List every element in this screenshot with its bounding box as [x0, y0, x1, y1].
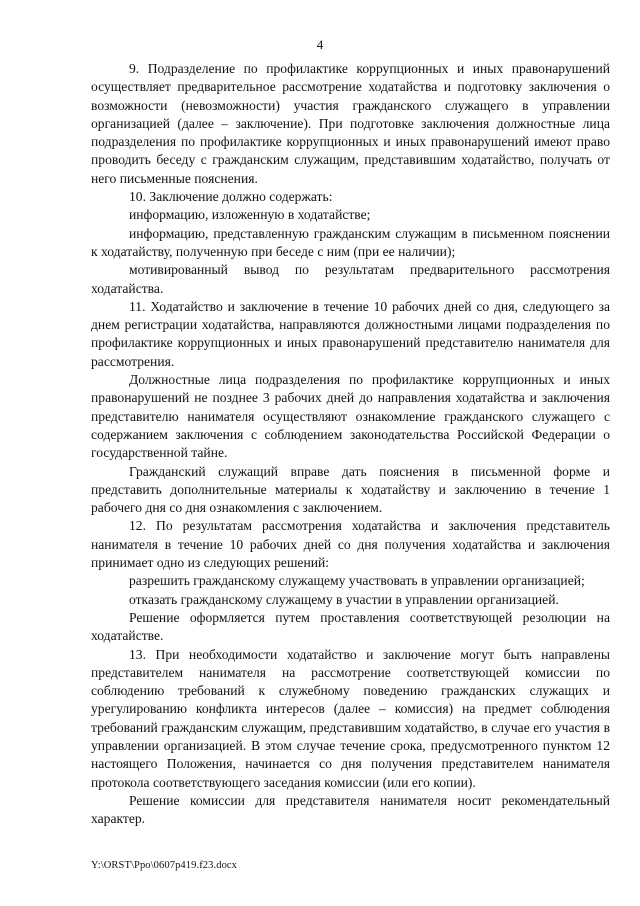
paragraph-11-part-3: Гражданский служащий вправе дать пояснения в письменной форме и представить дополнительные материалы к ходатайству и заключению в течение 1 рабочего дня со дня ознакомления с заключением. — [91, 463, 610, 516]
footer-file-path: Y:\ORST\Ppo\0607p419.f23.docx — [91, 860, 238, 871]
paragraph-10: 10. Заключение должно содержать: — [129, 189, 333, 205]
paragraph-12-part-2: Решение оформляется путем проставления соответствующей резолюции на ходатайстве. — [91, 609, 610, 644]
paragraph-12: 12. По результатам рассмотрения ходатайства и заключения представитель нанимателя в течение 10 рабочих дней со дня получения ходатайства и заключения принимает одно из следующих решений: — [91, 518, 610, 571]
document-body — [91, 60, 610, 828]
paragraph-12-item-2: отказать гражданскому служащему в участии в управлении организацией. — [129, 591, 559, 607]
paragraph-11: 11. Ходатайство и заключение в течение 10 рабочих дней со дня, следующего за днем регистрации ходатайства, направляются должностными лицами подразделения по профилактике коррупционных и иных правонарушений представителю нанимателя для рассмотрения. — [91, 298, 610, 369]
paragraph-11-part-2: Должностные лица подразделения по профилактике коррупционных и иных правонарушений не позднее 3 рабочих дней до направления ходатайства и заключения представителю нанимателя осуществляют ознакомление гражданского служащего с содержанием заключения с соблюдением законодательства Российской Федерации о государственной тайне. — [91, 372, 610, 461]
paragraph-10-item-1: информацию, изложенную в ходатайстве; — [129, 207, 371, 223]
page-number: 4 — [316, 37, 324, 52]
paragraph-13-part-2: Решение комиссии для представителя нанимателя носит рекомендательный характер. — [91, 792, 610, 827]
paragraph-12-item-1: разрешить гражданскому служащему участвовать в управлении организацией; — [129, 573, 585, 589]
paragraph-9: 9. Подразделение по профилактике коррупционных и иных правонарушений осуществляет предварительное рассмотрение ходатайства и подготовку заключения о возможности (невозможности) участия гражданского служащего в управлении организацией (далее – заключение). При подготовке заключения должностные лица подразделения по профилактике коррупционных и иных правонарушений имеют право проводить беседу с гражданским служащим, представившим ходатайство, получать от него письменные пояснения. — [91, 61, 610, 186]
paragraph-13: 13. При необходимости ходатайство и заключение могут быть направлены представителем нанимателя на рассмотрение соответствующей комиссии по соблюдению требований к служебному поведению гражданских служащих и урегулированию конфликта интересов (далее – комиссия) на предмет соблюдения требований гражданским служащим, представившим ходатайство, в случае его участия в управлении организацией. В этом случае течение срока, предусмотренного пунктом 12 настоящего Положения, начинается со дня получения представителем нанимателя протокола соответствующего заседания комиссии (или его копии). — [91, 646, 610, 790]
paragraph-10-item-3: мотивированный вывод по результатам предварительного рассмотрения ходатайства. — [91, 262, 610, 296]
paragraph-10-item-2: информацию, представленную гражданским служащим в письменном пояснении к ходатайству, полученную при беседе с ним (при ее наличии); — [91, 225, 610, 259]
